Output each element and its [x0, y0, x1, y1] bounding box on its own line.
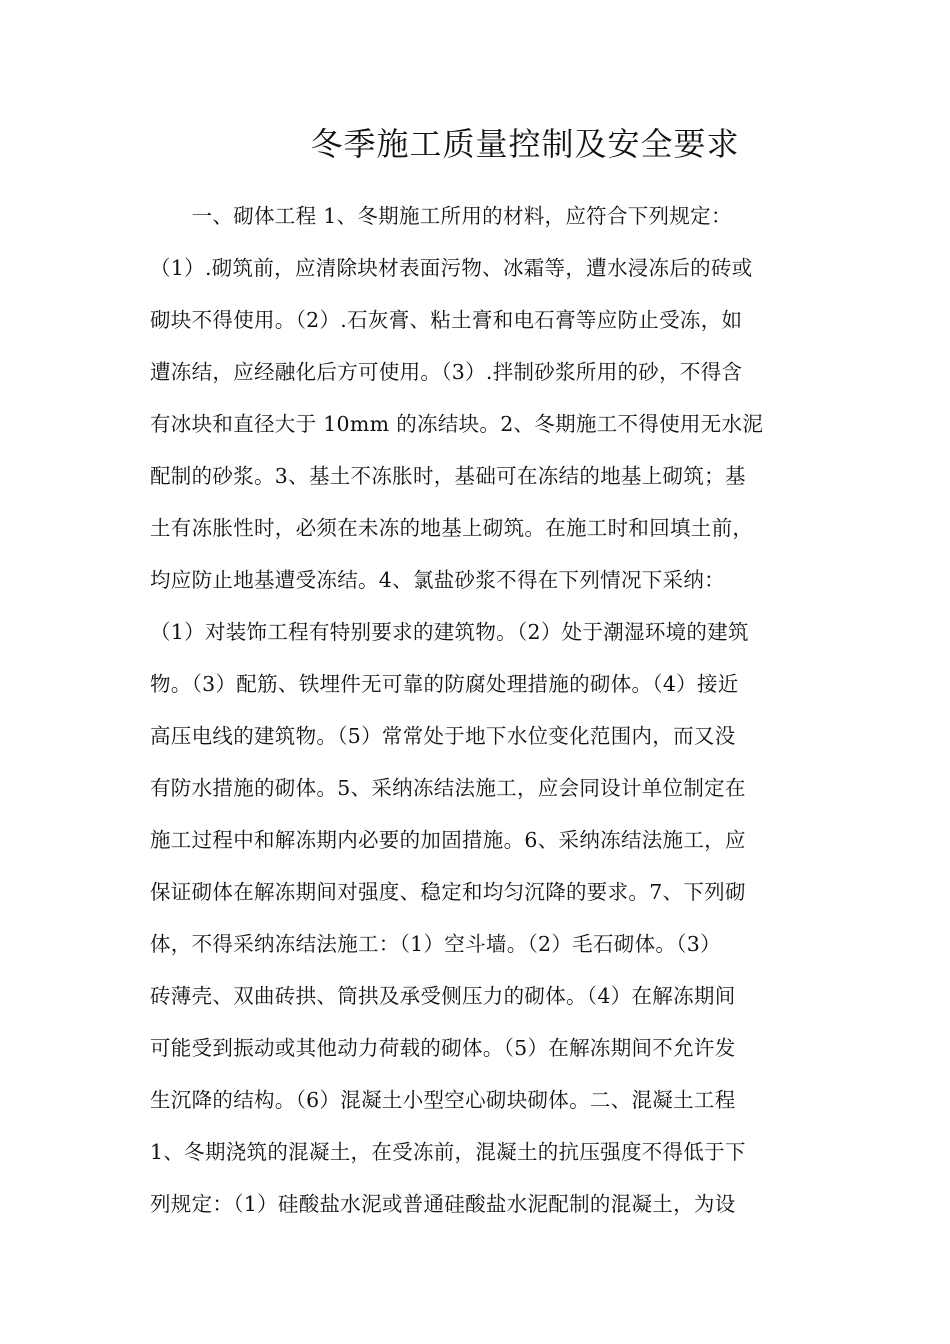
document-body	[150, 190, 800, 1230]
body-line: 1、冬期浇筑的混凝土，在受冻前，混凝土的抗压强度不得低于下	[150, 1140, 746, 1164]
body-line: （1）对装饰工程有特别要求的建筑物。（2）处于潮湿环境的建筑	[150, 620, 749, 644]
body-line: 高压电线的建筑物。（5）常常处于地下水位变化范围内，而又没	[150, 724, 736, 748]
body-line: 一、砌体工程 1、冬期施工所用的材料，应符合下列规定：	[150, 204, 732, 228]
body-line: 施工过程中和解冻期内必要的加固措施。6、采纳冻结法施工，应	[150, 828, 746, 852]
body-line: 保证砌体在解冻期间对强度、稳定和均匀沉降的要求。7、下列砌	[150, 880, 746, 904]
document-title: 冬季施工质量控制及安全要求	[310, 125, 740, 163]
body-line: 砌块不得使用。（2）.石灰膏、粘土膏和电石膏等应防止受冻，如	[150, 308, 743, 332]
body-line: 均应防止地基遭受冻结。4、氯盐砂浆不得在下列情况下采纳：	[150, 568, 725, 592]
body-line: （1）.砌筑前，应清除块材表面污物、冰霜等，遭水浸冻后的砖或	[150, 256, 753, 280]
body-line: 有防水措施的砌体。5、采纳冻结法施工，应会同设计单位制定在	[150, 776, 746, 800]
body-line: 配制的砂浆。3、基土不冻胀时，基础可在冻结的地基上砌筑；基	[150, 464, 746, 488]
body-line: 体，不得采纳冻结法施工：（1）空斗墙。（2）毛石砌体。（3）	[150, 932, 721, 956]
body-line: 有冰块和直径大于 10mm 的冻结块。2、冬期施工不得使用无水泥	[150, 412, 764, 436]
body-line: 生沉降的结构。（6）混凝土小型空心砌块砌体。二、混凝土工程	[150, 1088, 736, 1112]
body-line: 物。（3）配筋、铁埋件无可靠的防腐处理措施的砌体。（4）接近	[150, 672, 739, 696]
body-line: 可能受到振动或其他动力荷载的砌体。（5）在解冻期间不允许发	[150, 1036, 736, 1060]
body-line: 土有冻胀性时，必须在未冻的地基上砌筑。在施工时和回填土前，	[150, 516, 754, 540]
body-line: 遭冻结，应经融化后方可使用。（3）.拌制砂浆所用的砂，不得含	[150, 360, 743, 384]
body-line: 列规定：（1）硅酸盐水泥或普通硅酸盐水泥配制的混凝土，为设	[150, 1192, 736, 1216]
body-line: 砖薄壳、双曲砖拱、筒拱及承受侧压力的砌体。（4）在解冻期间	[150, 984, 736, 1008]
